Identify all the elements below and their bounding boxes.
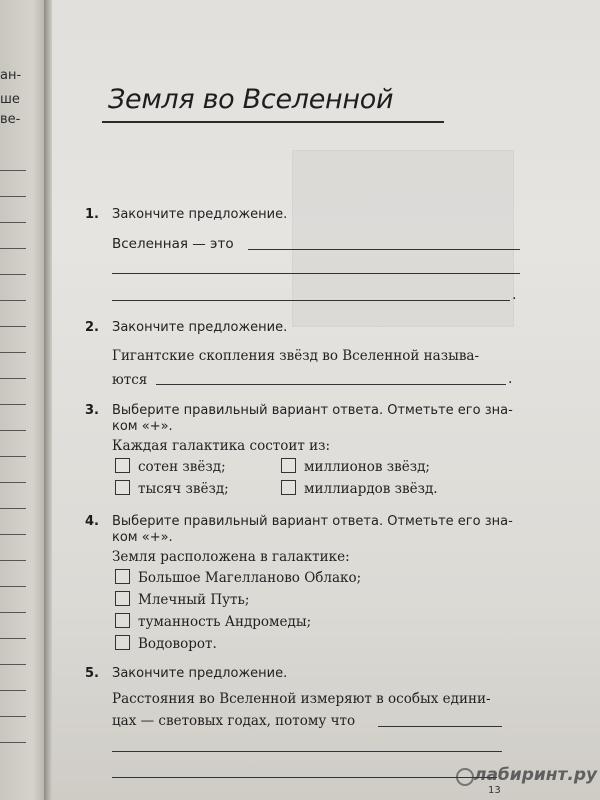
task-5-answer-line[interactable] bbox=[112, 751, 502, 752]
left-page-line bbox=[0, 560, 26, 561]
option-checkbox[interactable] bbox=[115, 613, 130, 628]
left-page-edge bbox=[0, 0, 46, 800]
watermark-logo-icon bbox=[456, 768, 474, 786]
task-4-number: 4. bbox=[85, 514, 99, 529]
task-5-answer-line[interactable] bbox=[112, 777, 497, 778]
task-4-prompt-end: ком «+». bbox=[112, 530, 173, 545]
left-page-line bbox=[0, 274, 26, 275]
left-page-line bbox=[0, 664, 26, 665]
option-label: Водоворот. bbox=[138, 636, 217, 652]
task-1-sentence: Вселенная — это bbox=[112, 236, 234, 252]
left-page-line bbox=[0, 352, 26, 353]
task-2-prompt: Закончите предложение. bbox=[112, 320, 288, 335]
task-1-answer-line[interactable] bbox=[248, 249, 520, 250]
left-page-line bbox=[0, 638, 26, 639]
left-page-fragment: ве- bbox=[0, 112, 21, 127]
task-4-question: Земля расположена в галактике: bbox=[112, 549, 350, 565]
title-underline bbox=[102, 121, 444, 123]
left-page-line bbox=[0, 534, 26, 535]
left-page-line bbox=[0, 170, 26, 171]
watermark: лабиринт.ру bbox=[474, 765, 598, 785]
task-3-prompt-end: ком «+». bbox=[112, 419, 173, 434]
left-page-line bbox=[0, 508, 26, 509]
option-label: тысяч звёзд; bbox=[138, 481, 229, 497]
task-5-answer-line[interactable] bbox=[378, 726, 502, 727]
task-4-prompt: Выберите правильный вариант ответа. Отметьте его зна- bbox=[112, 514, 513, 529]
page-number: 13 bbox=[488, 785, 501, 796]
task-2-period: . bbox=[508, 371, 513, 387]
left-page-line bbox=[0, 716, 26, 717]
option-label: Большое Магелланово Облако; bbox=[138, 570, 362, 586]
task-5-sentence: Расстояния во Вселенной измеряют в особых едини- bbox=[112, 691, 491, 707]
left-page-line bbox=[0, 482, 26, 483]
left-page-line bbox=[0, 196, 26, 197]
option-checkbox[interactable] bbox=[115, 480, 130, 495]
left-page-line bbox=[0, 248, 26, 249]
option-checkbox[interactable] bbox=[115, 569, 130, 584]
left-page-line bbox=[0, 456, 26, 457]
option-checkbox[interactable] bbox=[115, 591, 130, 606]
left-page-line bbox=[0, 586, 26, 587]
task-2-answer-line[interactable] bbox=[156, 384, 506, 385]
left-page-fragment: ан- bbox=[0, 68, 22, 83]
left-page-line bbox=[0, 690, 26, 691]
workbook-page bbox=[52, 0, 600, 800]
task-5-sentence-end: цах — световых годах, потому что bbox=[112, 713, 356, 729]
task-1-answer-line[interactable] bbox=[112, 300, 510, 301]
left-page-line bbox=[0, 612, 26, 613]
left-page-line bbox=[0, 404, 26, 405]
option-checkbox[interactable] bbox=[281, 480, 296, 495]
option-label: миллионов звёзд; bbox=[304, 459, 430, 475]
option-checkbox[interactable] bbox=[115, 458, 130, 473]
task-1-prompt: Закончите предложение. bbox=[112, 207, 288, 222]
left-page-line bbox=[0, 300, 26, 301]
task-1-number: 1. bbox=[85, 207, 99, 222]
option-label: туманность Андромеды; bbox=[138, 614, 312, 630]
task-2-number: 2. bbox=[85, 320, 99, 335]
task-3-number: 3. bbox=[85, 403, 99, 418]
task-3-question: Каждая галактика состоит из: bbox=[112, 438, 331, 454]
left-page-line bbox=[0, 222, 26, 223]
page-title: Земля во Вселенной bbox=[108, 84, 394, 115]
option-label: сотен звёзд; bbox=[138, 459, 226, 475]
task-2-sentence: Гигантские скопления звёзд во Вселенной называ- bbox=[112, 348, 480, 364]
task-1-period: . bbox=[512, 287, 517, 303]
task-5-number: 5. bbox=[85, 666, 99, 681]
left-page-line bbox=[0, 378, 26, 379]
left-page-line bbox=[0, 742, 26, 743]
left-page-fragment: ше bbox=[0, 92, 20, 107]
option-checkbox[interactable] bbox=[281, 458, 296, 473]
task-1-answer-line[interactable] bbox=[112, 273, 520, 274]
left-page-line bbox=[0, 326, 26, 327]
task-3-prompt: Выберите правильный вариант ответа. Отметьте его зна- bbox=[112, 403, 513, 418]
left-page-line bbox=[0, 430, 26, 431]
task-5-prompt: Закончите предложение. bbox=[112, 666, 288, 681]
option-label: Млечный Путь; bbox=[138, 592, 250, 608]
task-2-sentence-end: ются bbox=[112, 372, 148, 388]
option-label: миллиардов звёзд. bbox=[304, 481, 438, 497]
option-checkbox[interactable] bbox=[115, 635, 130, 650]
